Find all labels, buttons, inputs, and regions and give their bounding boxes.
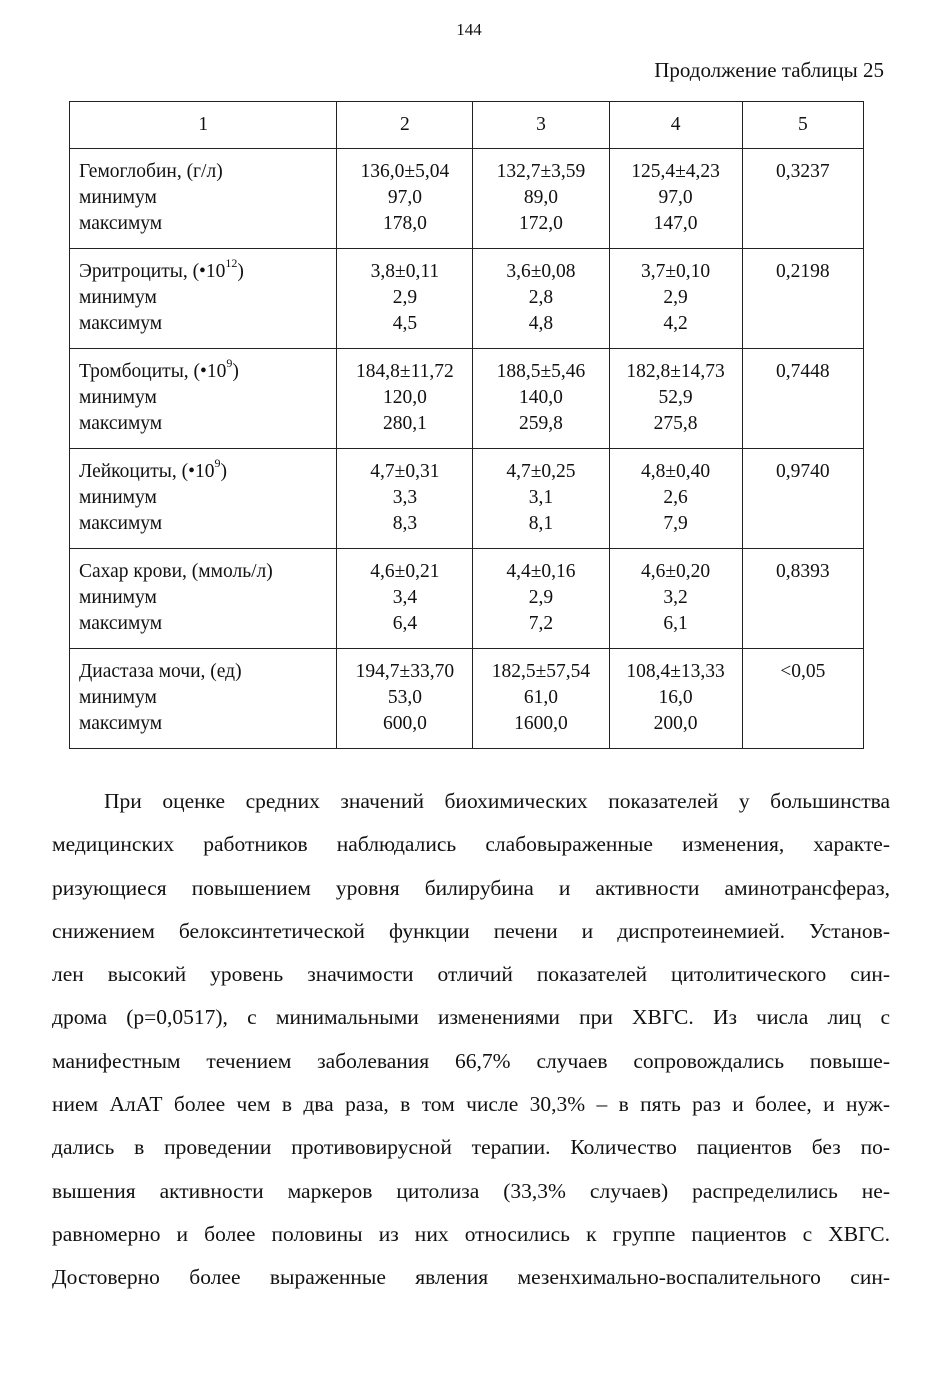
parameter-name: Сахар крови, (ммоль/л) (79, 561, 273, 582)
column-header: 1 (70, 102, 337, 149)
max-value: 7,9 (663, 513, 688, 534)
max-value: 4,5 (392, 313, 418, 334)
column-header: 5 (742, 102, 863, 149)
group-3-cell (473, 449, 609, 549)
min-label: минимум (79, 287, 157, 308)
group-4-cell (609, 649, 742, 749)
p-value-cell (742, 549, 863, 649)
parameter-cell (70, 249, 337, 349)
p-value-cell (742, 149, 863, 249)
table-row (70, 249, 864, 349)
min-value: 52,9 (658, 387, 693, 408)
parameter-cell (70, 149, 337, 249)
lab-results-table (69, 101, 864, 749)
mean-value: 4,6±0,20 (640, 561, 711, 582)
mean-value: 108,4±13,33 (626, 661, 725, 682)
parameter-name: Эритроциты, $(•10^{12})$ (79, 255, 244, 282)
parameter-name: Лейкоциты, $(•10^9)$ (79, 455, 227, 482)
mean-value: 125,4±4,23 (631, 161, 720, 182)
max-value: 600,0 (382, 713, 427, 734)
p-value: 0,8393 (776, 561, 830, 582)
min-value: 140,0 (519, 387, 563, 408)
text-line: медицинских работников наблюдались слабовыраженные изменения, характе- (52, 832, 890, 857)
body-paragraph (52, 780, 890, 1300)
parameter-name: Тромбоциты, $(•10^9)$ (79, 355, 239, 382)
mean-value: 4,6±0,21 (370, 561, 440, 582)
column-header: 4 (609, 102, 742, 149)
p-value: 0,2198 (776, 261, 830, 282)
group-4-cell (609, 349, 742, 449)
group-4-cell (609, 249, 742, 349)
min-value: 2,9 (663, 287, 688, 308)
text-line: равномерно и более половины из них относились к группе пациентов с ХВГС. (52, 1221, 890, 1246)
max-value: 147,0 (653, 213, 698, 234)
mean-value: 132,7±3,59 (496, 161, 586, 182)
p-value-cell (742, 649, 863, 749)
group-2-cell (337, 549, 473, 649)
parameter-cell (70, 549, 337, 649)
text-line: ризующиеся повышением уровня билирубина и активности аминотрансфераз, (52, 875, 890, 900)
min-label: минимум (79, 587, 157, 608)
mean-value: 182,5±57,54 (491, 661, 591, 682)
min-label: минимум (79, 487, 157, 508)
min-value: 120,0 (382, 387, 427, 408)
p-value: 0,9740 (776, 461, 830, 482)
table-row (70, 149, 864, 249)
max-value: 259,8 (519, 413, 563, 434)
mean-value: 184,8±11,72 (356, 361, 454, 382)
min-value: 97,0 (658, 187, 693, 208)
text-line: При оценке средних значений биохимических показателей у большинства (104, 789, 890, 813)
group-4-cell (609, 149, 742, 249)
text-line: нием АлАТ более чем в два раза, в том числе 30,3% – в пять раз и более, и нуж- (52, 1092, 890, 1117)
parameter-name: Диастаза мочи, (ед) (79, 661, 242, 682)
group-3-cell (473, 349, 609, 449)
group-2-cell (337, 649, 473, 749)
min-value: 3,4 (392, 587, 418, 608)
column-header: 3 (473, 102, 609, 149)
mean-value: 3,7±0,10 (640, 261, 711, 282)
min-value: 2,9 (528, 587, 554, 608)
parameter-cell (70, 649, 337, 749)
text-line: вышения активности маркеров цитолиза (33,3% случаев) распределились не- (52, 1178, 890, 1203)
max-value: 4,2 (663, 313, 688, 334)
group-3-cell (473, 249, 609, 349)
mean-value: 4,4±0,16 (506, 561, 576, 582)
p-value-cell (742, 449, 863, 549)
text-line: манифестным течением заболевания 66,7% случаев сопровождались повыше- (52, 1048, 890, 1073)
max-label: максимум (79, 713, 163, 734)
max-value: 178,0 (382, 213, 427, 234)
max-value: 200,0 (653, 713, 698, 734)
mean-value: 136,0±5,04 (360, 161, 450, 182)
table-row (70, 649, 864, 749)
min-label: минимум (79, 187, 157, 208)
p-value: <0,05 (780, 661, 826, 682)
max-label: максимум (79, 413, 163, 434)
group-2-cell (337, 349, 473, 449)
parameter-cell (70, 349, 337, 449)
min-value: 97,0 (387, 187, 422, 208)
text-line: Достоверно более выраженные явления мезенхимально-воспалительного син- (52, 1265, 890, 1290)
table-row (70, 349, 864, 449)
min-value: 2,9 (392, 287, 418, 308)
max-value: 4,8 (528, 313, 554, 334)
min-value: 89,0 (523, 187, 559, 208)
mean-value: 3,6±0,08 (506, 261, 576, 282)
group-2-cell (337, 449, 473, 549)
mean-value: 182,8±14,73 (626, 361, 725, 382)
p-value-cell (742, 349, 863, 449)
max-value: 280,1 (382, 413, 427, 434)
max-value: 275,8 (653, 413, 698, 434)
parameter-cell (70, 449, 337, 549)
table-row (70, 549, 864, 649)
mean-value: 4,7±0,31 (370, 461, 440, 482)
group-4-cell (609, 449, 742, 549)
max-value: 6,1 (663, 613, 688, 634)
mean-value: 194,7±33,70 (355, 661, 455, 682)
max-label: максимум (79, 313, 163, 334)
max-value: 8,1 (528, 513, 554, 534)
mean-value: 188,5±5,46 (496, 361, 586, 382)
group-3-cell (473, 149, 609, 249)
mean-value: 4,7±0,25 (506, 461, 576, 482)
min-value: 3,2 (663, 587, 688, 608)
group-2-cell (337, 249, 473, 349)
max-label: максимум (79, 213, 163, 234)
min-value: 16,0 (658, 687, 693, 708)
max-label: максимум (79, 613, 163, 634)
min-label: минимум (79, 687, 157, 708)
min-value: 3,3 (392, 487, 418, 508)
min-value: 61,0 (523, 687, 559, 708)
p-value: 0,3237 (776, 161, 830, 182)
table-header-row (70, 102, 864, 149)
max-value: 172,0 (519, 213, 563, 234)
min-value: 2,6 (663, 487, 688, 508)
parameter-name: Гемоглобин, (г/л) (79, 161, 223, 182)
mean-value: 4,8±0,40 (640, 461, 711, 482)
min-value: 2,8 (528, 287, 554, 308)
text-line: снижением белоксинтетической функции печени и диспротеинемией. Установ- (52, 918, 890, 943)
text-line: дались в проведении противовирусной терапии. Количество пациентов без по- (52, 1135, 890, 1160)
text-line: дрома (р=0,0517), с минимальными изменениями при ХВГС. Из числа лиц с (52, 1005, 890, 1030)
p-value-cell (742, 249, 863, 349)
min-value: 53,0 (387, 687, 422, 708)
column-header: 2 (337, 102, 473, 149)
page-number: 144 (456, 20, 482, 39)
group-4-cell (609, 549, 742, 649)
group-3-cell (473, 649, 609, 749)
min-value: 3,1 (528, 487, 554, 508)
group-2-cell (337, 149, 473, 249)
table-row (70, 449, 864, 549)
text-line: лен высокий уровень значимости отличий показателей цитолитического син- (52, 962, 890, 987)
max-value: 6,4 (392, 613, 418, 634)
min-label: минимум (79, 387, 157, 408)
max-label: максимум (79, 513, 163, 534)
max-value: 1600,0 (514, 713, 568, 734)
table-continuation-caption: Продолжение таблицы 25 (654, 58, 884, 82)
group-3-cell (473, 549, 609, 649)
p-value: 0,7448 (776, 361, 830, 382)
max-value: 7,2 (528, 613, 554, 634)
mean-value: 3,8±0,11 (370, 261, 440, 282)
max-value: 8,3 (392, 513, 418, 534)
